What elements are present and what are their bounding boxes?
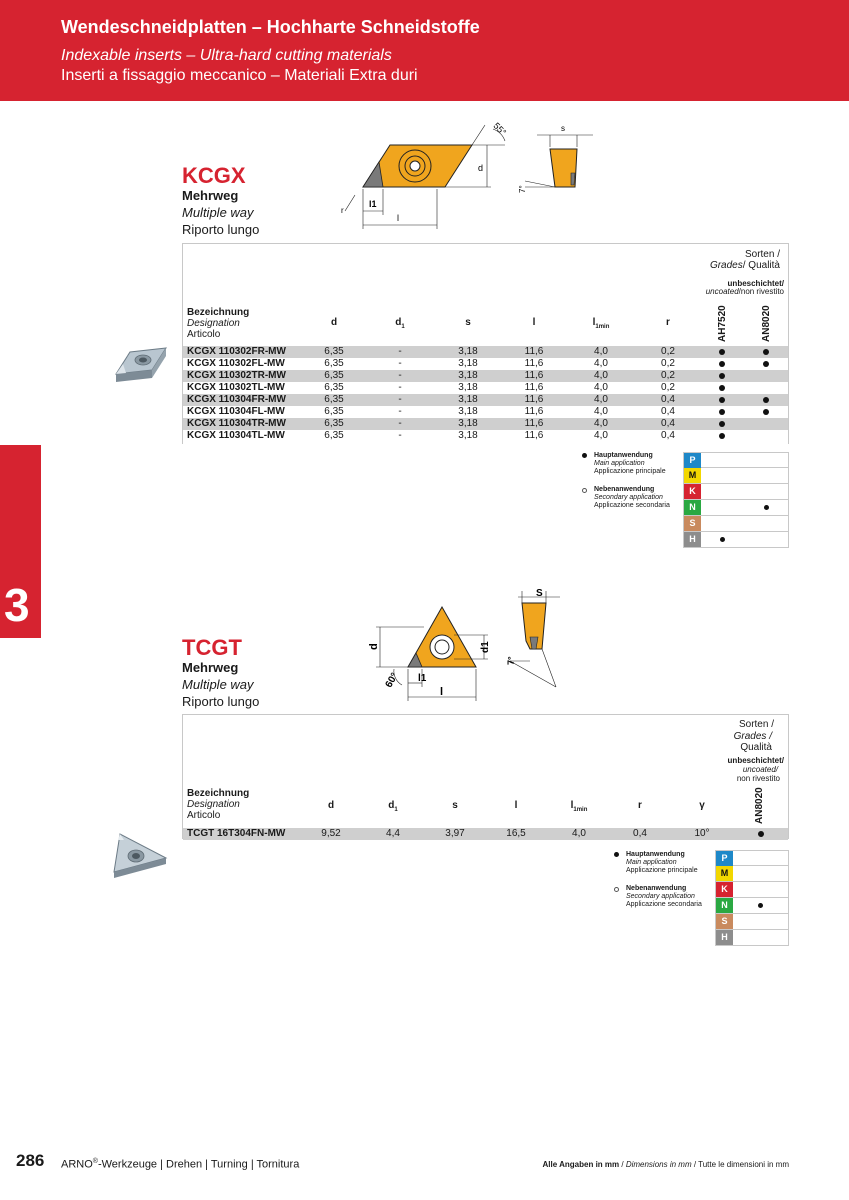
cell-l1: 4,0 [594, 430, 608, 441]
tcgt-table [182, 714, 789, 839]
grade-ah7520-dot-icon [719, 433, 725, 439]
cell-s: 3,18 [458, 370, 478, 381]
grade-ah7520-dot-icon [719, 385, 725, 391]
page-number: 286 [16, 1151, 45, 1170]
tcgt-dim-s: S [536, 588, 543, 599]
legend-sec-de: Nebenanwendung [594, 486, 655, 493]
iso-code-p: P [716, 851, 733, 866]
tcgt-col-d1-label: d [388, 800, 395, 811]
cell-l1: 4,0 [594, 346, 608, 357]
footer-units: Alle Angaben in mm / Dimensions in mm / Tutte le dimensioni in mm [542, 1160, 789, 1169]
cell-l1: 4,0 [594, 406, 608, 417]
article-number: KCGX 110302TR-MW [187, 370, 286, 381]
tcgt-hdr-designation-it: Articolo [187, 810, 221, 821]
iso-code-s: S [716, 914, 733, 929]
tcgt-title: TCGT [182, 635, 242, 660]
grade-ah7520-dot-icon [719, 373, 725, 379]
table-row [183, 406, 788, 418]
iso-row-s [715, 914, 789, 930]
kcgx-legend [594, 452, 670, 510]
iso-code-k: K [716, 882, 733, 897]
kcgx-hdr-grades-line [710, 260, 780, 271]
kcgx-grade-ah7520: AH7520 [717, 305, 728, 342]
grade-ah7520-dot-icon [719, 349, 725, 355]
cell-r: 0,4 [633, 828, 647, 839]
footer-brand: ARNO [61, 1158, 93, 1171]
kcgx-hdr-uncoated-it: /non rivestito [738, 287, 784, 296]
tcgt-hdr-uncoated-de: unbeschichtet/ [727, 756, 784, 765]
kcgx-sub-en: Multiple way [182, 205, 254, 220]
cell-d: 6,35 [324, 358, 344, 369]
grade-an8020-dot-icon [763, 361, 769, 367]
cell-l: 16,5 [506, 828, 526, 839]
cell-s: 3,18 [458, 346, 478, 357]
tcgt-insert-drawing [360, 585, 580, 705]
chapter-tab [0, 445, 41, 638]
iso-row-m [715, 866, 789, 882]
kcgx-hdr-qualita: / Qualità [742, 260, 780, 271]
cell-s: 3,18 [458, 418, 478, 429]
footer-reg: ® [92, 1158, 98, 1165]
table-row [183, 418, 788, 430]
kcgx-dim-clearance: 7° [518, 185, 527, 193]
cell-d: 6,35 [324, 382, 344, 393]
cell-d: 6,35 [324, 394, 344, 405]
page-header [0, 0, 849, 101]
tcgt-sub-it: Riporto lungo [182, 694, 260, 709]
kcgx-hdr-uncoated-line [706, 287, 784, 296]
tcgt-grade-an8020: AN8020 [754, 787, 765, 824]
iso-code-h: H [716, 930, 733, 945]
kcgx-dim-l: l [397, 213, 399, 223]
kcgx-col-d-label: d [330, 317, 338, 328]
main-application-dot-icon [582, 453, 587, 458]
legend-main-de: Hauptanwendung [594, 452, 653, 459]
cell-d: 6,35 [324, 346, 344, 357]
iso-code-h: H [684, 532, 701, 547]
footer-path: -Werkzeuge | Drehen | Turning | Tornitura [97, 1158, 300, 1171]
iso-row-p [715, 850, 789, 866]
iso-code-p: P [684, 453, 701, 468]
legend-main-it: Applicazione principale [594, 468, 666, 475]
tcgt-hdr-grades: Grades / [733, 731, 772, 742]
kcgx-dim-l1: l1 [369, 199, 377, 209]
article-number: KCGX 110302FR-MW [187, 346, 286, 357]
tcgt-col-s [452, 800, 458, 813]
tcgt-insert-image [108, 826, 172, 884]
cell-d1: - [398, 346, 402, 357]
tcgt-hdr-designation-de: Bezeichnung [187, 788, 250, 799]
cell-l: 11,6 [524, 394, 544, 405]
grade-ah7520-dot-icon [719, 361, 725, 367]
tcgt-hdr-qualita: Qualità [740, 742, 772, 753]
tcgt-dim-d1: d1 [480, 641, 491, 653]
grade-ah7520-dot-icon [719, 397, 725, 403]
tcgt-hdr-designation-en: Designation [187, 799, 240, 810]
iso-row-m [683, 468, 789, 484]
kcgx-sub-it: Riporto lungo [182, 222, 260, 237]
article-number: KCGX 110302FL-MW [187, 358, 285, 369]
tcgt-col-l-label: l [514, 800, 518, 811]
kcgx-hdr-uncoated-en: uncoated [705, 287, 739, 296]
cell-l: 11,6 [524, 358, 544, 369]
tcgt-hdr-uncoated-en: uncoated/ [742, 765, 778, 774]
cell-l1: 4,0 [572, 828, 586, 839]
tcgt-dim-l: l [440, 686, 444, 698]
main-application-dot-icon [720, 537, 725, 542]
cell-d: 6,35 [324, 406, 344, 417]
cell-l: 11,6 [524, 382, 544, 393]
kcgx-col-r [666, 317, 670, 330]
cell-l: 11,6 [524, 418, 544, 429]
kcgx-col-s [465, 317, 471, 330]
secondary-application-circle-icon [614, 887, 619, 892]
cell-d1: - [398, 394, 402, 405]
tcgt-col-s-label: s [452, 800, 458, 811]
tcgt-dim-angle: 60° [383, 671, 401, 690]
cell-d1: - [398, 370, 402, 381]
chapter-number: 3 [4, 579, 30, 631]
legend-main-en-2: Main application [626, 859, 677, 866]
iso-row-k [683, 484, 789, 500]
article-number: TCGT 16T304FN-MW [187, 828, 286, 839]
footer-units-de: Alle Angaben in mm [542, 1160, 620, 1169]
iso-code-m: M [684, 468, 701, 483]
cell-s: 3,18 [458, 382, 478, 393]
tcgt-hdr-sorten: Sorten / [738, 719, 774, 730]
kcgx-iso-table [683, 452, 789, 548]
grade-an8020-dot-icon [758, 831, 764, 837]
kcgx-col-l [533, 317, 536, 330]
table-row [183, 358, 788, 370]
cell-r: 0,4 [661, 418, 675, 429]
main-application-dot-icon [758, 903, 763, 908]
grade-ah7520-dot-icon [719, 409, 725, 415]
kcgx-dim-s: s [561, 124, 565, 133]
iso-code-n: N [716, 898, 733, 913]
tcgt-sub-en: Multiple way [182, 677, 254, 692]
tcgt-dim-d: d [368, 643, 380, 650]
cell-l: 11,6 [524, 430, 544, 441]
header-title-it: Inserti a fissaggio meccanico – Materiali Extra duri [61, 67, 418, 84]
legend-sec-it-2: Applicazione secondaria [626, 901, 702, 908]
legend-main-de-2: Hauptanwendung [626, 851, 685, 858]
cell-l1: 4,0 [594, 358, 608, 369]
kcgx-grade-an8020: AN8020 [761, 305, 772, 342]
kcgx-col-r-label: r [666, 317, 670, 328]
table-row [183, 430, 788, 442]
cell-d: 6,35 [324, 430, 344, 441]
tcgt-col-l1min [571, 800, 588, 813]
article-number: KCGX 110304FL-MW [187, 406, 285, 417]
kcgx-hdr-grades: Grades [709, 260, 743, 271]
table-row [183, 346, 788, 358]
main-application-dot-icon [764, 505, 769, 510]
cell-l1: 4,0 [594, 418, 608, 429]
article-number: KCGX 110304TR-MW [187, 418, 286, 429]
tcgt-col-gamma [699, 800, 705, 813]
cell-s: 3,18 [458, 394, 478, 405]
kcgx-hdr-designation-it: Articolo [187, 329, 221, 340]
footer-units-it: Tutte le dimensioni in mm [698, 1160, 789, 1169]
kcgx-dim-r: r [341, 206, 344, 215]
iso-code-k: K [684, 484, 701, 499]
cell-l: 11,6 [524, 346, 544, 357]
article-number: KCGX 110304FR-MW [187, 394, 286, 405]
cell-r: 0,4 [661, 406, 675, 417]
tcgt-col-l1min-label: l [570, 800, 574, 811]
iso-code-m: M [716, 866, 733, 881]
legend-sec-en-2: Secondary application [626, 893, 695, 900]
cell-l: 11,6 [524, 406, 544, 417]
kcgx-col-d1-label: d [395, 317, 402, 328]
iso-row-p [683, 452, 789, 468]
main-application-dot-icon [614, 852, 619, 857]
kcgx-col-l1min-label: l [592, 317, 596, 328]
kcgx-sub-de: Mehrweg [182, 188, 239, 203]
iso-row-h [683, 532, 789, 548]
cell-s: 3,18 [458, 406, 478, 417]
cell-d1: - [398, 358, 402, 369]
cell-r: 0,2 [661, 370, 675, 381]
grade-an8020-dot-icon [763, 349, 769, 355]
table-row [183, 394, 788, 406]
tcgt-col-d [328, 800, 334, 813]
cell-r: 0,2 [661, 382, 675, 393]
iso-code-s: S [684, 516, 701, 531]
iso-row-h [715, 930, 789, 946]
kcgx-dim-d: d [478, 163, 484, 173]
iso-row-s [683, 516, 789, 532]
tcgt-legend [626, 851, 702, 909]
cell-gamma: 10° [694, 828, 710, 839]
secondary-application-circle-icon [582, 488, 587, 493]
kcgx-col-l1min-sub: 1min [595, 324, 610, 330]
table-row [183, 828, 788, 840]
cell-s: 3,18 [458, 358, 478, 369]
legend-sec-it: Applicazione secondaria [594, 502, 670, 509]
tcgt-col-d1 [388, 800, 397, 813]
legend-sec-en: Secondary application [594, 494, 663, 501]
grade-an8020-dot-icon [763, 409, 769, 415]
cell-r: 0,2 [661, 346, 675, 357]
cell-d1: - [398, 430, 402, 441]
legend-main-it-2: Applicazione principale [626, 867, 698, 874]
kcgx-col-d [331, 317, 337, 330]
cell-d1: - [398, 406, 402, 417]
kcgx-insert-drawing [325, 115, 605, 235]
iso-row-n [715, 898, 789, 914]
tcgt-col-r-label: r [638, 800, 642, 811]
tcgt-iso-table [715, 850, 789, 946]
kcgx-insert-image [112, 340, 170, 388]
cell-s: 3,97 [445, 828, 465, 839]
article-number: KCGX 110304TL-MW [187, 430, 285, 441]
iso-row-k [715, 882, 789, 898]
legend-sec-de-2: Nebenanwendung [626, 885, 687, 892]
cell-r: 0,4 [661, 394, 675, 405]
tcgt-dim-l1: l1 [418, 673, 427, 684]
cell-l1: 4,0 [594, 382, 608, 393]
footer-units-en: Dimensions in mm [625, 1160, 692, 1169]
cell-d1: - [398, 418, 402, 429]
table-row [183, 382, 788, 394]
cell-l1: 4,0 [594, 370, 608, 381]
kcgx-col-d1 [395, 317, 404, 330]
cell-s: 3,18 [458, 430, 478, 441]
iso-code-n: N [684, 500, 701, 515]
cell-r: 0,2 [661, 358, 675, 369]
cell-l: 11,6 [524, 370, 544, 381]
tcgt-sub-de: Mehrweg [182, 660, 239, 675]
kcgx-title: KCGX [182, 163, 246, 188]
cell-d1: 4,4 [386, 828, 400, 839]
kcgx-table [182, 243, 789, 444]
tcgt-col-d-label: d [327, 800, 335, 811]
cell-r: 0,4 [661, 430, 675, 441]
kcgx-hdr-designation-de: Bezeichnung [187, 307, 250, 318]
kcgx-col-l1min [593, 317, 610, 330]
header-title-de: Wendeschneidplatten – Hochharte Schneidstoffe [61, 17, 480, 37]
kcgx-dim-angle: 55° [491, 120, 509, 138]
kcgx-hdr-designation-en: Designation [187, 318, 240, 329]
article-number: KCGX 110302TL-MW [187, 382, 285, 393]
tcgt-col-gamma-label: γ [699, 800, 705, 811]
cell-d: 6,35 [324, 370, 344, 381]
tcgt-col-r [638, 800, 642, 813]
legend-main-en: Main application [594, 460, 645, 467]
cell-l1: 4,0 [594, 394, 608, 405]
tcgt-hdr-uncoated-it: non rivestito [736, 774, 780, 783]
cell-d1: - [398, 382, 402, 393]
tcgt-dim-clearance: 7° [506, 656, 516, 665]
tcgt-col-d1-sub: 1 [394, 807, 398, 813]
table-row [183, 370, 788, 382]
iso-row-n [683, 500, 789, 516]
kcgx-col-s-label: s [465, 317, 471, 328]
footer-breadcrumb [61, 1158, 299, 1171]
tcgt-col-l [515, 800, 518, 813]
grade-ah7520-dot-icon [719, 421, 725, 427]
cell-d: 9,52 [321, 828, 341, 839]
kcgx-hdr-sorten: Sorten / [744, 249, 780, 260]
kcgx-col-d1-sub: 1 [401, 324, 405, 330]
grade-an8020-dot-icon [763, 397, 769, 403]
cell-d: 6,35 [324, 418, 344, 429]
header-title-en: Indexable inserts – Ultra-hard cutting materials [61, 47, 392, 64]
kcgx-hdr-uncoated-de: unbeschichtet/ [727, 279, 784, 288]
kcgx-col-l-label: l [532, 317, 536, 328]
tcgt-col-l1min-sub: 1min [573, 807, 588, 813]
